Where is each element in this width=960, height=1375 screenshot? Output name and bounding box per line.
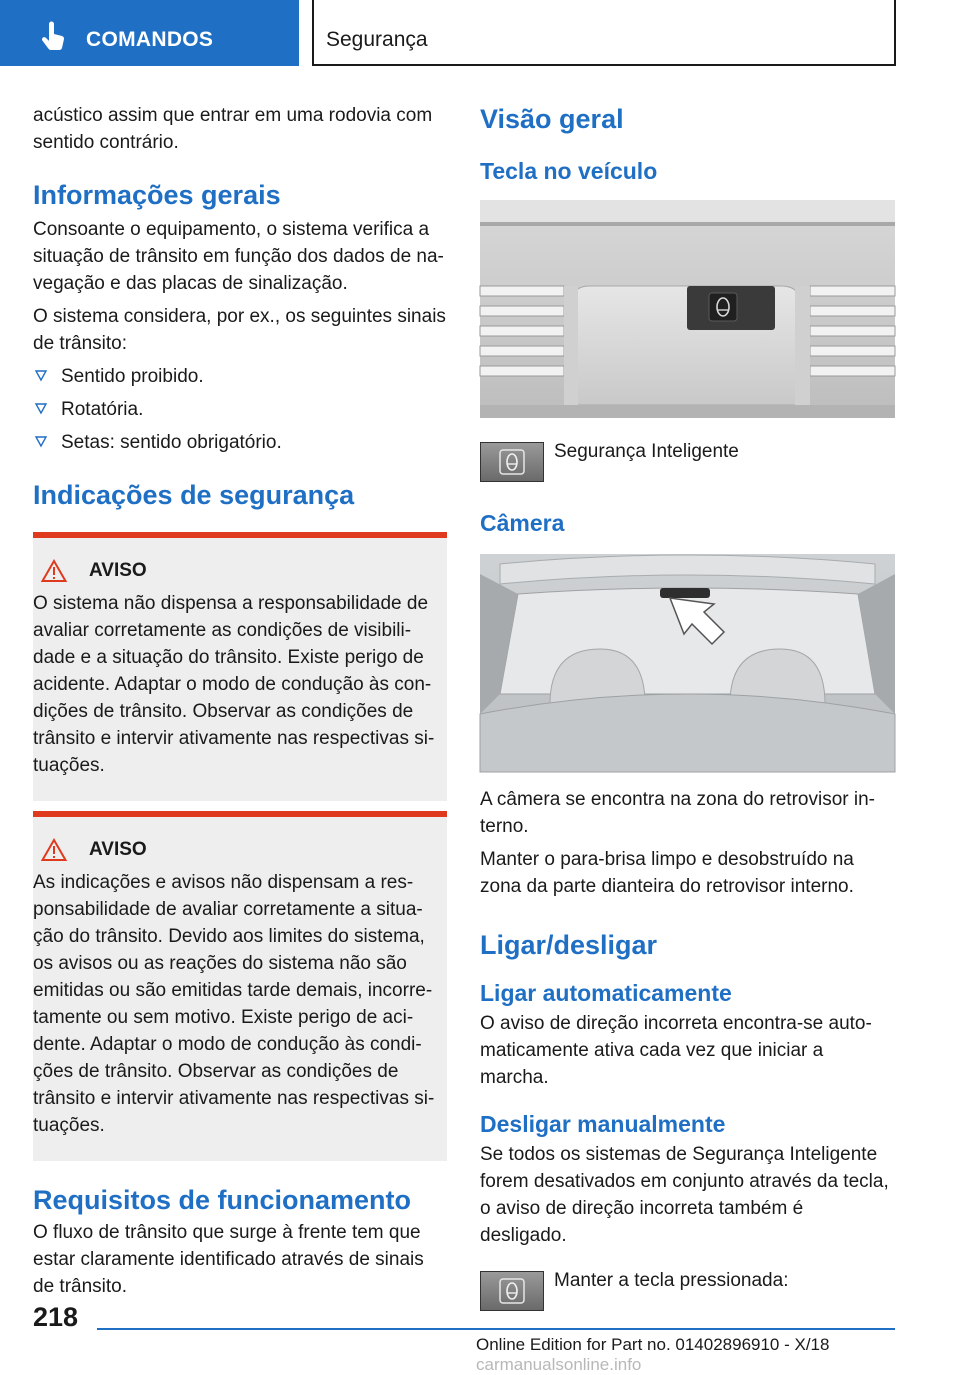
sign-list <box>33 363 447 456</box>
key-heading: Tecla no veículo <box>480 158 658 184</box>
safety-heading: Indicações de segurança <box>33 480 355 510</box>
onoff-heading: Ligar/desligar <box>480 930 658 960</box>
hold-key-row <box>480 1271 895 1311</box>
general-info-heading: Informações gerais <box>33 180 281 210</box>
right-column <box>480 100 895 1311</box>
overview-heading: Visão geral <box>480 104 624 134</box>
page-number: 218 <box>33 1302 79 1332</box>
chapter-label: COMANDOS <box>86 28 214 51</box>
dashboard-key-photo <box>480 200 895 418</box>
triangle-bullet-icon <box>35 370 47 382</box>
key-caption-row <box>480 442 895 482</box>
general-info-p1: Consoante o equipamento, o sistema verifica a situação de trânsito em função dos dados de na-vegação e das placas de sinalização. <box>33 219 444 294</box>
section-header <box>312 0 896 66</box>
general-info-p2: O sistema considera, por ex., os seguintes sinais de trânsito: <box>33 306 446 354</box>
triangle-bullet-icon <box>35 436 47 448</box>
warning-text: O sistema não dispensa a responsabilidade de avaliar corretamente as condições de visibili-dade e a situação do trânsito. Existe perigo de acidente. Adaptar o modo de condução às con-dições de trânsito. Observar as condições de trânsito e intervir ativamente nas respectivas si-tuações. <box>33 593 435 776</box>
footer-rule <box>97 1328 895 1330</box>
requirements-heading: Requisitos de funcionamento <box>33 1185 412 1215</box>
warning-title: AVISO <box>89 560 147 581</box>
intro-paragraph: acústico assim que entrar em uma rodovia com sentido contrário. <box>33 105 433 153</box>
warning-triangle-icon <box>41 838 67 862</box>
footer-text <box>476 1335 960 1375</box>
chapter-tab <box>0 0 299 66</box>
auto-on-text: O aviso de direção incorreta encontra-se auto-maticamente ativa cada vez que iniciar a marcha. <box>480 1013 872 1088</box>
warning-text: As indicações e avisos não dispensam a res-ponsabilidade de avaliar corretamente a situa-ção do trânsito. Devido aos limites do sistema, os avisos ou as reações do sistema não são emitidas ou são emitidas tarde demais, incorre-tamente ou sem motivo. Existe perigo de aci-dente. Adaptar o modo de condução às condi-ções de trânsito. Observar as condições de trânsito e intervir ativamente nas respectivas si-tuações. <box>33 872 435 1136</box>
camera-photo <box>480 554 895 772</box>
camera-p2: Manter o para-brisa limpo e desobstruído na zona da parte dianteira do retrovisor interno. <box>480 849 854 897</box>
key-caption: Segurança Inteligente <box>554 441 739 462</box>
manual-off-heading: Desligar manualmente <box>480 1111 726 1137</box>
left-column <box>33 100 447 1300</box>
camera-heading: Câmera <box>480 510 565 536</box>
warning-box-1 <box>33 532 447 801</box>
warning-box-2 <box>33 811 447 1161</box>
list-item: Sentido proibido. <box>33 363 447 390</box>
car-shield-icon <box>499 449 525 475</box>
hand-pointer-icon <box>40 22 66 52</box>
requirements-text: O fluxo de trânsito que surge à frente tem que estar claramente identificado através de sinais de trânsito. <box>33 1222 424 1297</box>
car-shield-icon <box>499 1278 525 1304</box>
hold-key-caption: Manter a tecla pressionada: <box>554 1270 789 1291</box>
edition-text: Online Edition for Part no. 01402896910 - X/18 <box>476 1335 830 1354</box>
auto-on-heading: Ligar automaticamente <box>480 980 732 1006</box>
camera-p1: A câmera se encontra na zona do retrovisor in-terno. <box>480 789 875 837</box>
warning-triangle-icon <box>41 559 67 583</box>
warning-title: AVISO <box>89 839 147 860</box>
watermark-text: carmanualsonline.info <box>476 1355 642 1374</box>
list-item: Setas: sentido obrigatório. <box>33 429 447 456</box>
safety-assist-key-icon <box>480 442 544 482</box>
list-item: Rotatória. <box>33 396 447 423</box>
section-label: Segurança <box>326 28 428 51</box>
triangle-bullet-icon <box>35 403 47 415</box>
dashboard-illustration <box>480 200 895 418</box>
manual-off-text: Se todos os sistemas de Segurança Inteligente forem desativados em conjunto através da tecla, o aviso de direção incorreta também é desligado. <box>480 1144 889 1246</box>
safety-assist-key-icon <box>480 1271 544 1311</box>
windshield-illustration <box>480 554 895 772</box>
